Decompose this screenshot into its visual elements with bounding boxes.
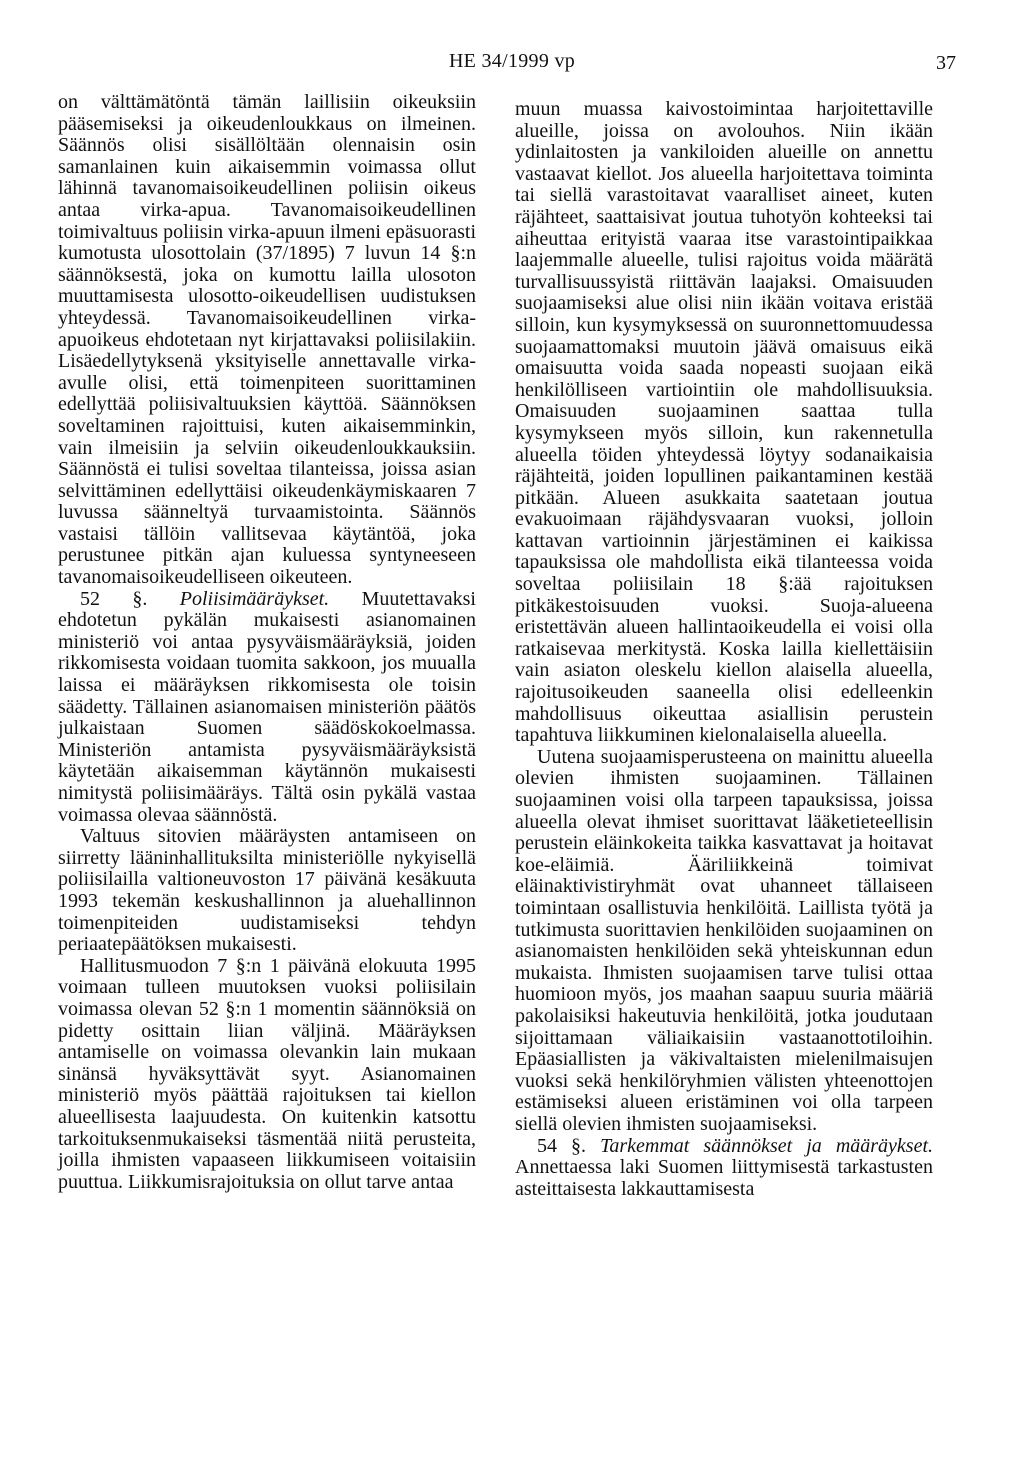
running-header: HE 34/1999 vp (448, 50, 576, 72)
section-52-number: 52 §. (80, 587, 148, 610)
section-52-title: Poliisimääräykset. (179, 587, 330, 610)
left-paragraph-3: Valtuus sitovien määräysten antamiseen on siirretty lääninhallituksilta ministeriölle nykyisellä poliisilailla valtioneuvoston 17 päivänä kesäkuuta 1993 tekemän keskushallinnon ja aluehallinnon toimenpiteiden uudistamiseksi tehdyn periaatepäätöksen mukaisesti. (58, 825, 476, 956)
right-paragraph-2: Uutena suojaamisperusteena on mainittu alueella olevien ihmisten suojaaminen. Tällainen suojaaminen voisi olla tarpeen tapauksissa, joissa alueella olevat ihmiset suorittavat lääketieteellisin perustein eläinkokeita taikka kasvattavat ja hoitavat koe-eläimiä. Ääriliikkeinä toimivat eläinaktivistiryhmät ovat uhanneet tällaiseen toimintaan osallistuvia henkilöitä. Laillista työtä ja tutkimusta suorittavien henkilöiden suojaaminen on asianomaisten henkilöiden sekä yhteiskunnan edun mukaista. Ihmisten suojaamisen tarve tulisi ottaa huomioon myös, jos maahan saapuu suuria määriä pakolaisiksi hakeutuvia henkilöitä, jotka joudutaan sijoittamaan väliaikaisiin vastaanottotiloihin. Epäasiallisten ja väkivaltaisten mielenilmaisujen vuoksi sekä henkilöryhmien välisten yhteenottojen estämiseksi alueen eristäminen voi olla tarpeen siellä olevien ihmisten suojaamiseksi. (515, 745, 933, 1135)
left-paragraph-4: Hallitusmuodon 7 §:n 1 päivänä elokuuta 1995 voimaan tulleen muutoksen vuoksi poliisilain voimassa olevan 52 §:n 1 momentin säännöksiä on pidetty osittain liian väljinä. Määräyksen antamiselle on voimassa olevankin lain mukaan sinänsä hyväksyttävät syyt. Asianomainen ministeriö myös päättää rajoituksen tai kiellon alueellisesta laajuudesta. On kuitenkin katsottu tarkoituksenmukaiseksi täsmentää niitä perusteita, joilla ihmisten vapaaseen liikkumiseen voitaisiin puuttua. Liikkumisrajoituksia on ollut tarve antaa (58, 954, 476, 1193)
section-54-number: 54 §. (537, 1134, 587, 1157)
right-column (515, 99, 933, 1200)
left-column (58, 92, 476, 1193)
left-paragraph-1: on välttämätöntä tämän laillisiin oikeuksiin pääsemiseksi ja oikeudenloukkaus on ilmeinen. Säännös olisi sisällöltään olennaisin osin samanlainen kuin aikaisemmin voimassa ollut lähinnä tavanomaisoikeudellinen poliisin oikeus antaa virka-apua. Tavanomaisoikeudellinen toimivaltuus poliisin virka-apuun ilmeni epäsuorasti kumotusta ulosottolain (37/1895) 7 luvun 14 §:n säännöksestä, joka on kumottu lailla ulosoton muuttamisesta ulosotto-oikeudellisen uudistuksen yhteydessä. Tavanomaisoikeudellinen virka-apuoikeus ehdotetaan nyt kirjattavaksi poliisilakiin. Lisäedellytyksenä yksityiselle annettavalle virka-avulle olisi, että toimenpiteen suorittaminen edellyttää poliisivaltuuksien käyttöä. Säännöksen soveltaminen rajoittuisi, kuten aikaisemminkin, vain ilmeisiin ja selviin oikeudenloukkauksiin. Säännöstä ei tulisi soveltaa tilanteissa, joissa asian selvittäminen edellyttäisi oikeudenkäymiskaaren 7 luvussa säänneltyä turvaamistointa. Säännös vastaisi tällöin vallitsevaa käytäntöä, joka perustunee pitkän ajan kuluessa syntyneeseen tavanomaisoikeudelliseen oikeuteen. (58, 91, 476, 589)
right-paragraph-1: muun muassa kaivostoimintaa harjoitettaville alueille, joissa on avolouhos. Niin ikään ydinlaitosten ja vankiloiden alueille on annettu vastaavat kiellot. Jos alueella harjoitettava toiminta tai siellä varastoitavat vaaralliset aineet, kuten räjähteet, saattaisivat joutua tuhotyön kohteeksi tai aiheuttaa erityistä vaaraa itse varastointipaikkaa laajemmalle alueelle, tulisi rajoitus voida määrätä turvallisuussyistä riittävän laajaksi. Omaisuuden suojaamiseksi alue olisi niin ikään voitava eristää silloin, kun kysymyksessä on suuronnettomuudessa suojaamattomaksi muutoin jäävä omaisuus eikä omaisuutta voida saada nopeasti suojaan eikä henkilölliseen vartiointiin ole mahdollisuuksia. Omaisuuden suojaaminen saattaa tulla kysymykseen myös silloin, kun rakennetulla alueella töiden yhteydessä löytyy sodanaikaisia räjähteitä, joiden lopullinen paikantaminen kestää pitkään. Alueen asukkaita saatetaan joutua evakuoimaan räjähdysvaaran vuoksi, jolloin kattavan vartioinnin järjestäminen ei kaikissa tapauksissa ole mahdollista eikä tilanteessa voida soveltaa poliisilain 18 §:ää rajoituksen pitkäkestoisuuden vuoksi. Suoja-alueena eristettävän alueen hallintaoikeudella ei voisi olla ratkaisevaa merkitystä. Koska lailla kiellettäisiin vain asiaton oleskelu kiellon alaisella alueella, rajoitusoikeuden saaneella olisi edelleenkin mahdollisuus oikeuttaa asiallisin perustein tapahtuva liikkuminen kielonalaisella alueella. (515, 98, 933, 747)
right-paragraph-3 (515, 1136, 933, 1201)
left-paragraph-2 (58, 589, 476, 827)
section-52-text: Muutettavaksi ehdotetun pykälän mukaisesti asianomainen ministeriö voi antaa pysyväismääräyksiä, joiden rikkomisesta voidaan tuomita sakkoon, jos muualla laissa ei määräyksen rikkomisesta ole toisin säädetty. Tällainen asianomaisen ministeriön päätös julkaistaan Suomen säädöskokoelmassa. Ministeriön antamista pysyväismääräyksistä käytetään aikaisemman käytännön mukaisesti nimitystä poliisimääräys. Tältä osin pykälä vastaa voimassa olevaa säännöstä. (58, 587, 476, 826)
section-54-title: Tarkemmat säännökset ja määräykset. (600, 1134, 934, 1157)
page-number: 37 (936, 52, 956, 74)
section-54-text: Annettaessa laki Suomen liittymisestä tarkastusten asteittaisesta lakkauttamisesta (515, 1156, 933, 1200)
